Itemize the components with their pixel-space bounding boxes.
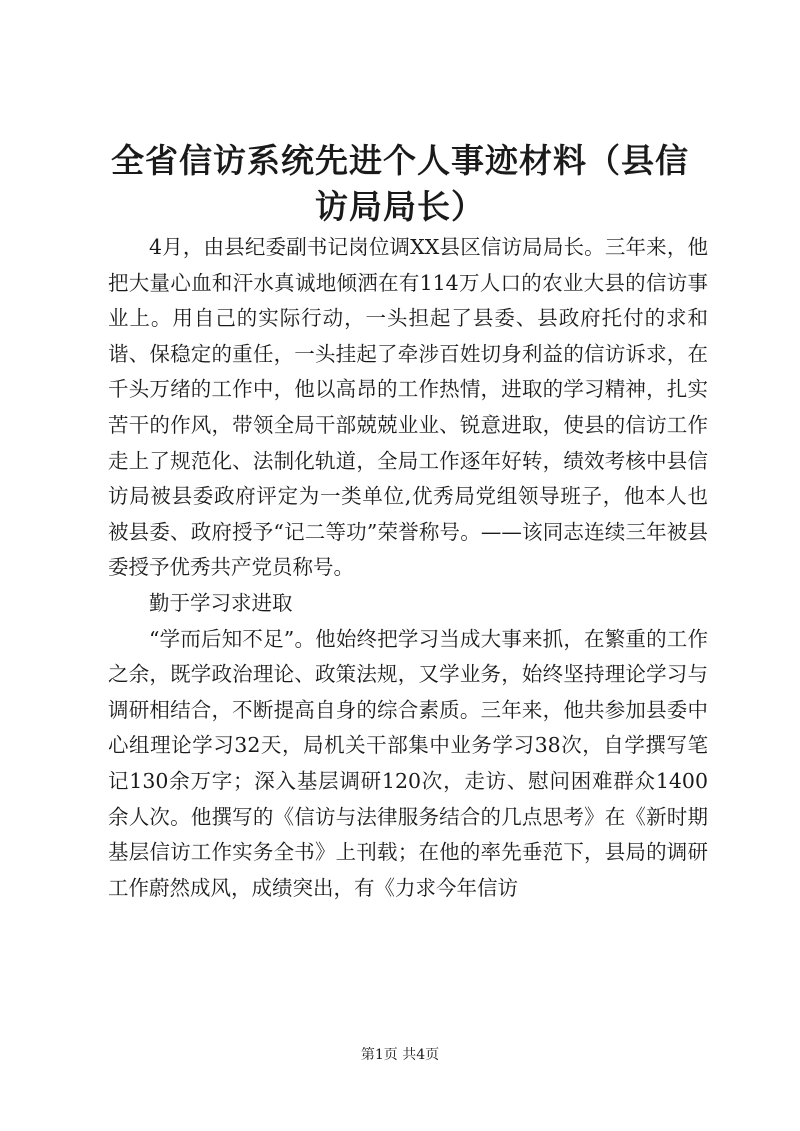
body-paragraph: 4月，由县纪委副书记岗位调XX县区信访局局长。三年来，他把大量心血和汗水真诚地倾洒在有114万人口的农业大县的信访事业上。用自己的实际行动，一头担起了县委、县政府托付的求和谐、保稳定的重任，一头挂起了牵涉百姓切身利益的信访诉求，在千头万绪的工作中，他以高昂的工作热情，进取的学习精神，扎实苦干的作风，带领全局干部兢兢业业、锐意进取，使县的信访工作走上了规范化、法制化轨道，全局工作逐年好转，绩效考核中县信访局被县委政府评定为一类单位,优秀局党组领导班子，他本人也被县委、政府授予“记二等功”荣誉称号。——该同志连续三年被县委授予优秀共产党员称号。 <box>108 235 708 580</box>
section-heading: 勤于学习求进取 <box>149 590 293 615</box>
document-title: 全省信访系统先进个人事迹材料（县信访局局长） <box>111 141 689 226</box>
page-number-footer: 第1页 共4页 <box>360 1047 440 1063</box>
body-paragraph: “学而后知不足”。他始终把学习当成大事来抓，在繁重的工作之余，既学政治理论、政策法规，又学业务，始终坚持理论学习与调研相结合，不断提高自身的综合素质。三年来，他共参加县委中心组理论学习32天，局机关干部集中业务学习38次，自学撰写笔记130余万字；深入基层调研120次，走访、慰问困难群众1400余人次。他撰写的《信访与法律服务结合的几点思考》在《新时期基层信访工作实务全书》上刊载；在他的率先垂范下，县局的调研工作蔚然成风，成绩突出，有《力求今年信访 <box>108 626 708 900</box>
document-body <box>108 230 708 906</box>
